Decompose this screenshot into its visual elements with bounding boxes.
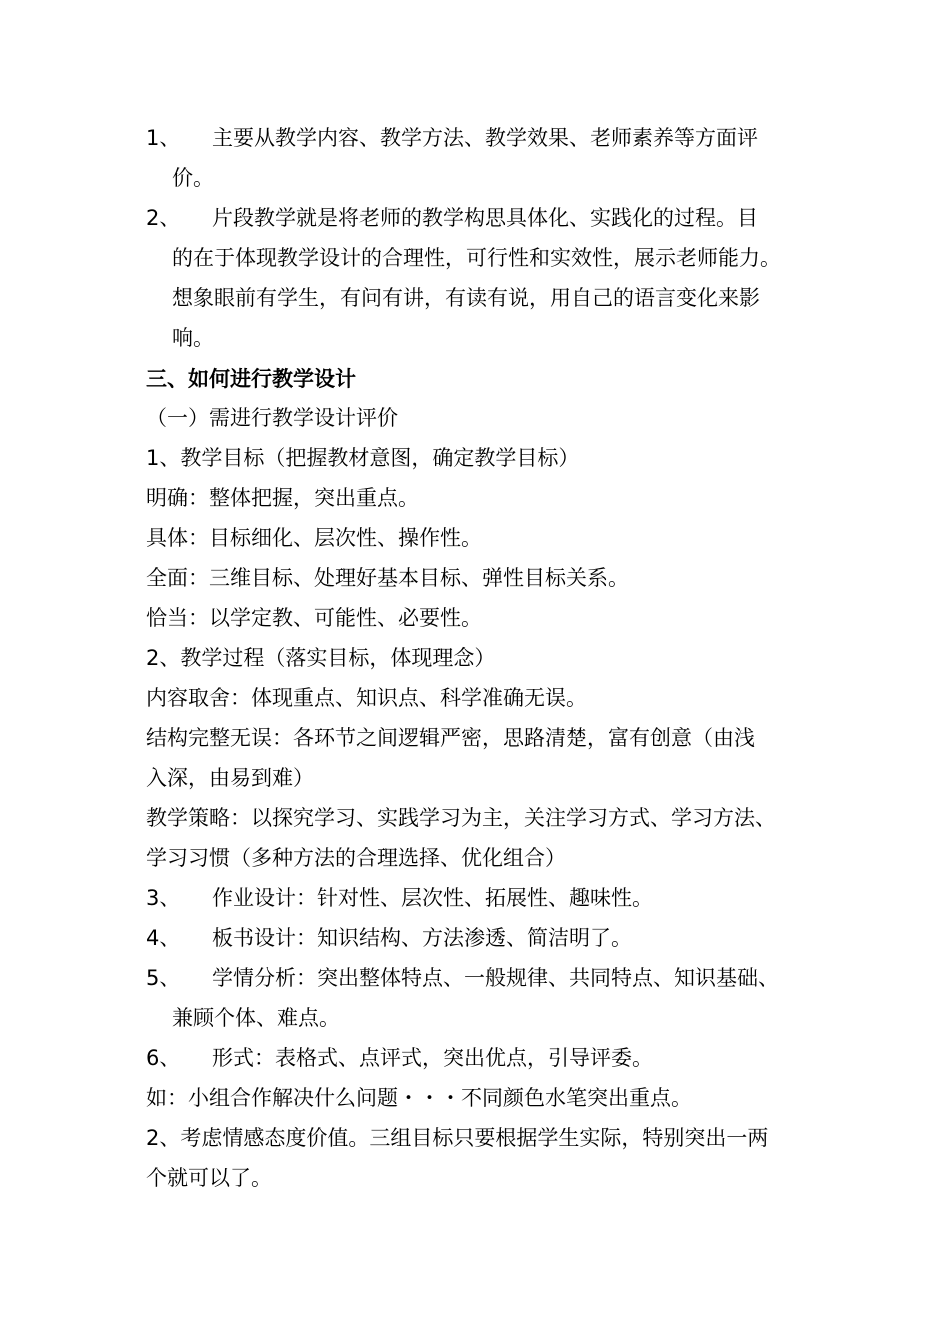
paragraph-line: 想象眼前有学生，有问有讲，有读有说，用自己的语言变化来影 bbox=[172, 286, 760, 310]
example-line: 如：小组合作解决什么问题・・・不同颜色水笔突出重点。 bbox=[146, 1086, 692, 1110]
item-number: 3、 bbox=[146, 886, 181, 910]
paragraph-line: 教学策略：以探究学习、实践学习为主，关注学习方式、学习方法、 bbox=[146, 806, 776, 830]
paragraph-line: 形式：表格式、点评式，突出优点，引导评委。 bbox=[212, 1046, 653, 1070]
subsection-heading: （一）需进行教学设计评价 bbox=[146, 406, 398, 430]
item-number: 2、 bbox=[146, 206, 181, 230]
paragraph-line: 板书设计：知识结构、方法渗透、简洁明了。 bbox=[212, 926, 632, 950]
paragraph-line: 具体：目标细化、层次性、操作性。 bbox=[146, 526, 482, 550]
paragraph-line: 入深，由易到难） bbox=[146, 766, 314, 790]
item-number: 4、 bbox=[146, 926, 181, 950]
paragraph-line: 价。 bbox=[172, 166, 214, 190]
paragraph-line: 结构完整无误：各环节之间逻辑严密，思路清楚，富有创意（由浅 bbox=[146, 726, 755, 750]
goal-title: 1、教学目标（把握教材意图，确定教学目标） bbox=[146, 446, 580, 470]
paragraph-line: 学情分析：突出整体特点、一般规律、共同特点、知识基础、 bbox=[212, 966, 779, 990]
paragraph-line: 作业设计：针对性、层次性、拓展性、趣味性。 bbox=[212, 886, 653, 910]
paragraph-line: 全面：三维目标、处理好基本目标、弹性目标关系。 bbox=[146, 566, 629, 590]
paragraph-line: 学习习惯（多种方法的合理选择、优化组合） bbox=[146, 846, 566, 870]
paragraph-line: 内容取舍：体现重点、知识点、科学准确无误。 bbox=[146, 686, 587, 710]
process-title: 2、教学过程（落实目标，体现理念） bbox=[146, 646, 496, 670]
paragraph-line: 2、考虑情感态度价值。三组目标只要根据学生实际，特别突出一两 bbox=[146, 1126, 769, 1150]
paragraph-line: 主要从教学内容、教学方法、教学效果、老师素养等方面评 bbox=[212, 126, 758, 150]
paragraph-line: 明确：整体把握，突出重点。 bbox=[146, 486, 419, 510]
section-heading: 三、如何进行教学设计 bbox=[146, 367, 356, 391]
item-number: 6、 bbox=[146, 1046, 181, 1070]
paragraph-line: 兼顾个体、难点。 bbox=[172, 1006, 340, 1030]
item-number: 1、 bbox=[146, 126, 181, 150]
paragraph-line: 的在于体现教学设计的合理性，可行性和实效性，展示老师能力。 bbox=[172, 246, 781, 270]
paragraph-line: 片段教学就是将老师的教学构思具体化、实践化的过程。目 bbox=[212, 206, 758, 230]
paragraph-line: 响。 bbox=[172, 326, 214, 350]
paragraph-line: 个就可以了。 bbox=[146, 1166, 272, 1190]
paragraph-line: 恰当：以学定教、可能性、必要性。 bbox=[146, 606, 482, 630]
item-number: 5、 bbox=[146, 966, 181, 990]
